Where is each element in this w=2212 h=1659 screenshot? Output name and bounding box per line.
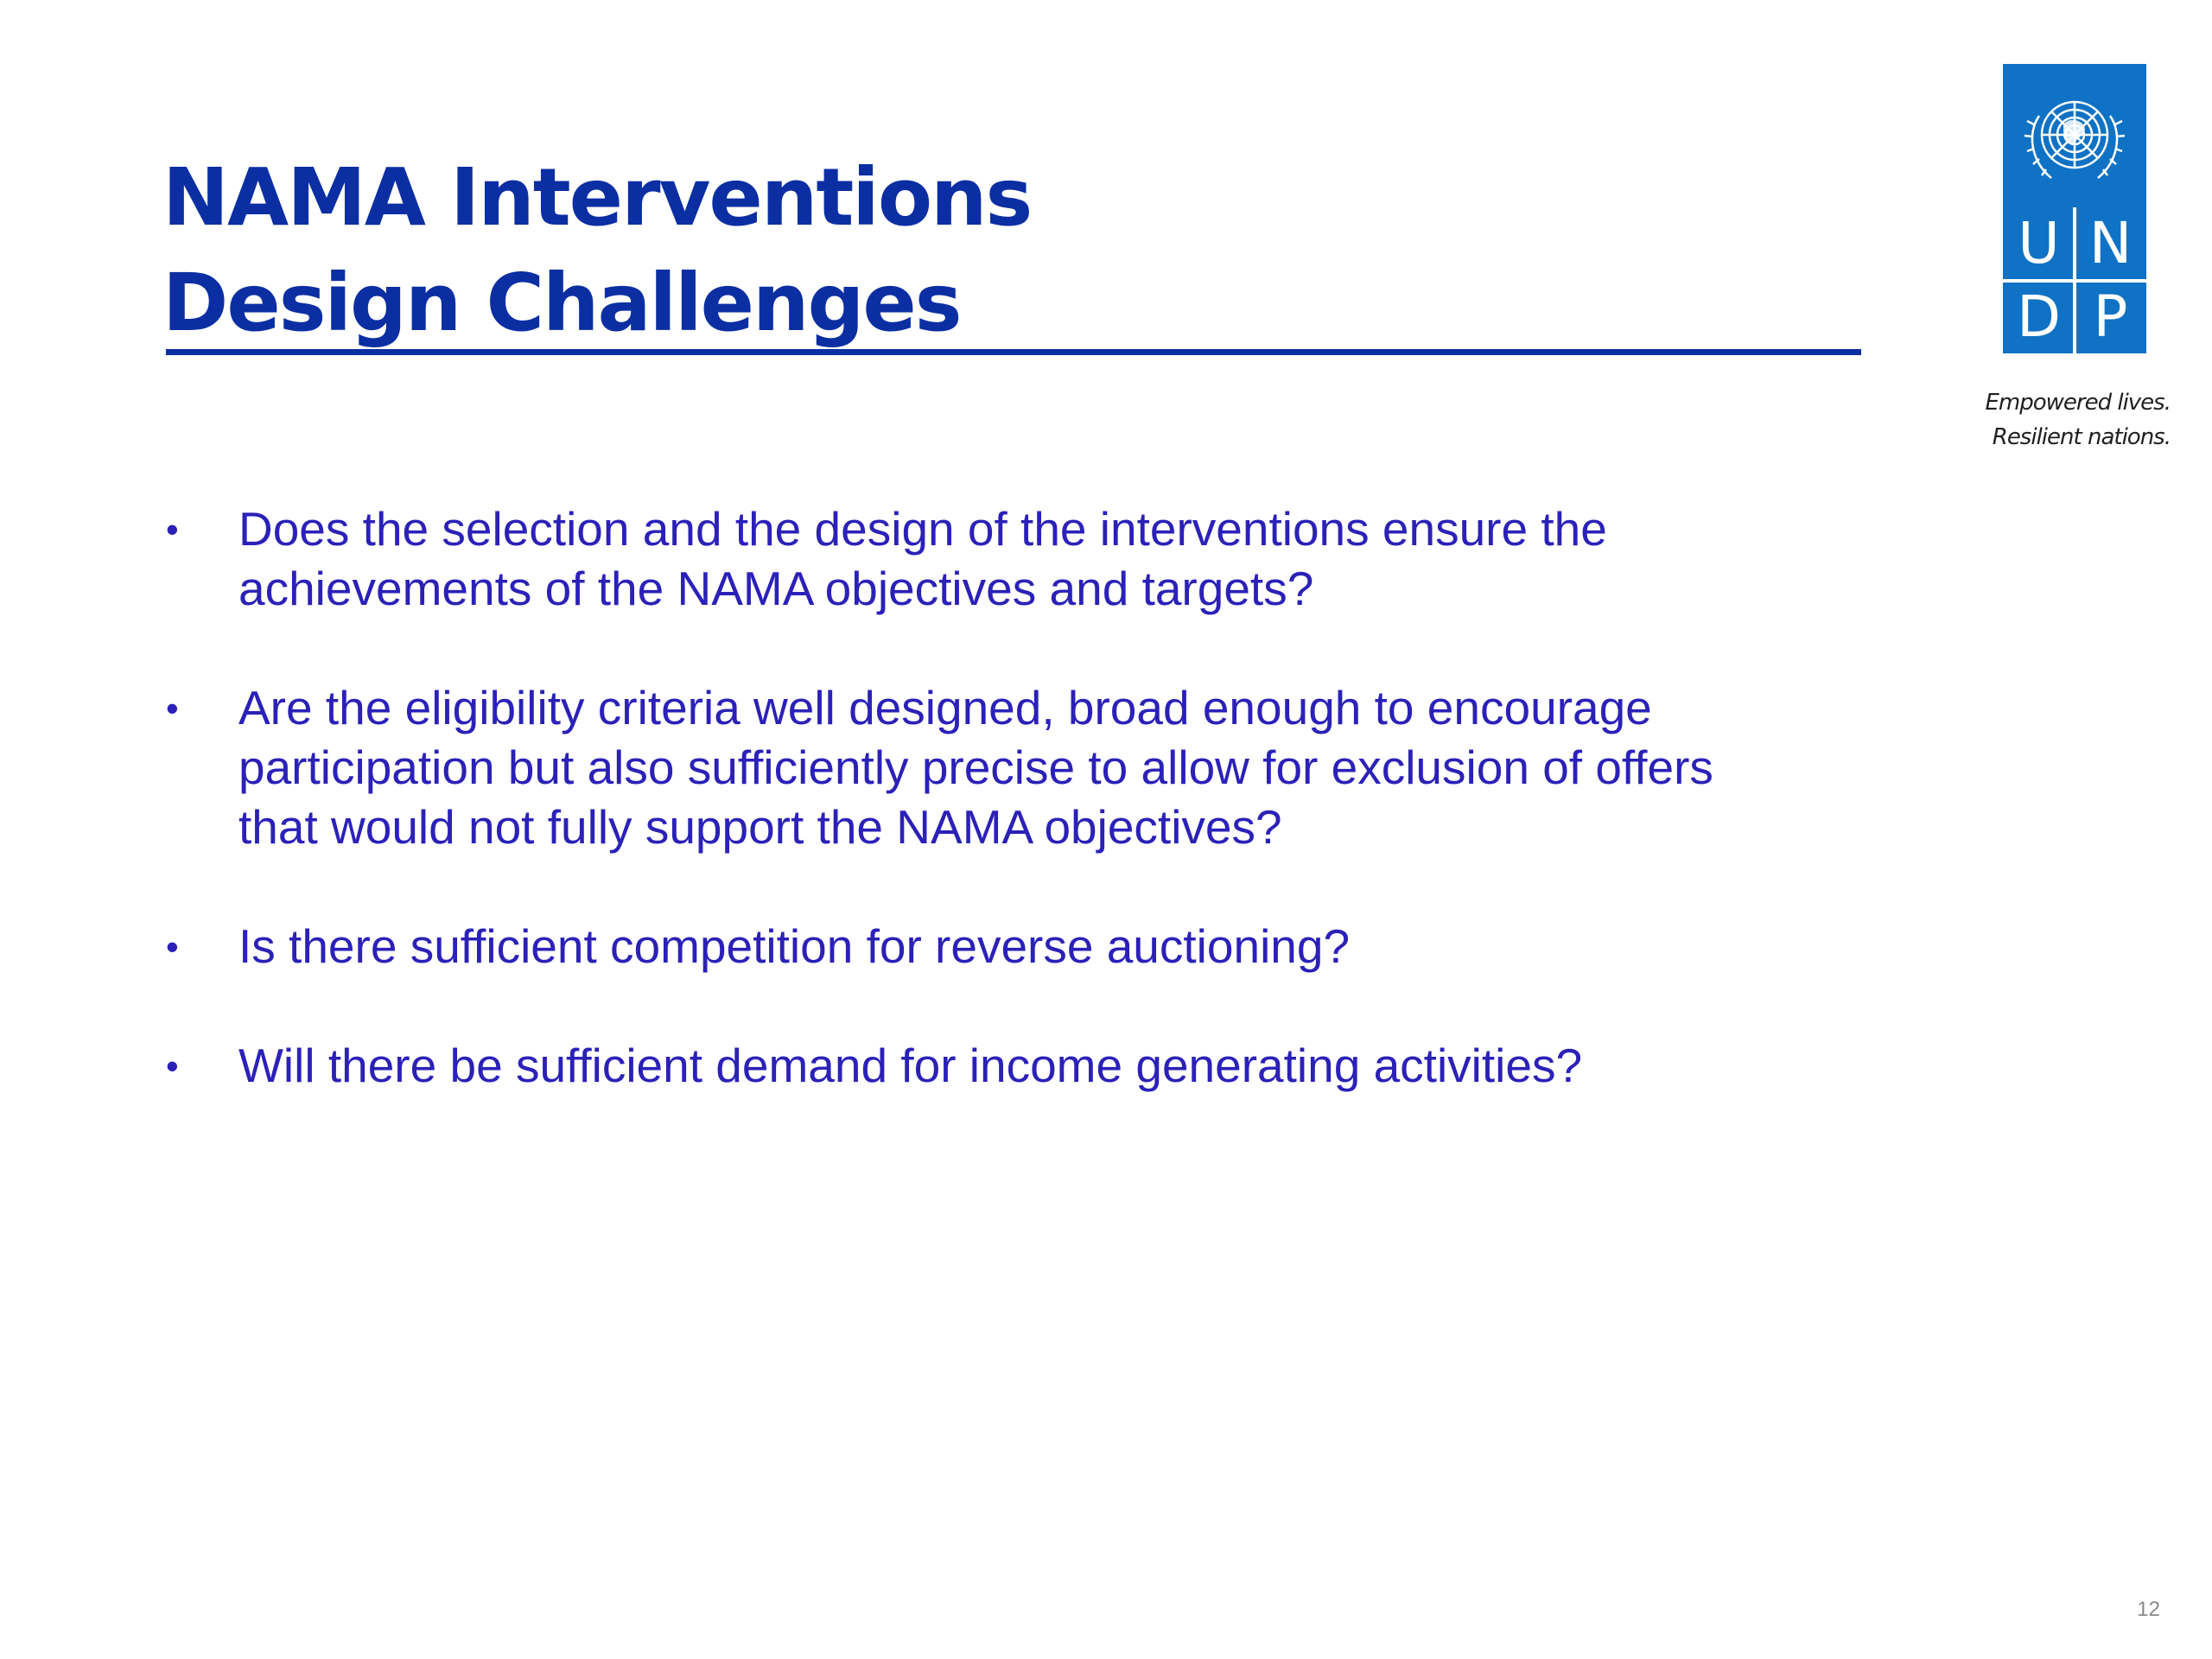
tagline-line-1: Empowered lives. <box>1985 390 2171 416</box>
title-line-2: Design Challenges <box>162 257 961 349</box>
bullet-text-line: Are the eligibility criteria well designed, broad enough to encourage <box>238 681 1652 734</box>
bullet-text-line: Does the selection and the design of the interventions ensure the <box>238 502 1607 556</box>
bullet-text-line: Will there be sufficient demand for income generating activities? <box>238 1039 1583 1092</box>
title-line-1: NAMA Interventions <box>162 151 1032 244</box>
bullet-text-line: participation but also sufficiently precise to allow for exclusion of offers <box>238 741 1713 794</box>
bullet-text-line: achievements of the NAMA objectives and targets? <box>238 562 1314 615</box>
tagline-line-2: Resilient nations. <box>1992 424 2171 450</box>
title-underline <box>166 349 1861 355</box>
undp-letter-grid <box>2003 207 2146 353</box>
bullet-dot-icon: • <box>166 1046 179 1086</box>
logo-divider-horizontal <box>2003 279 2146 283</box>
bullet-item <box>161 499 1854 619</box>
logo-tagline <box>1955 385 2171 454</box>
slide-title <box>162 145 1856 356</box>
un-emblem-icon <box>2003 64 2146 207</box>
bullet-text-line: Is there sufficient competition for reverse auctioning? <box>238 919 1351 973</box>
bullet-item <box>161 917 1854 976</box>
bullet-dot-icon: • <box>166 688 179 728</box>
logo-letter-n: N <box>2088 210 2133 276</box>
bullet-item <box>161 678 1854 857</box>
bullet-dot-icon: • <box>166 926 179 967</box>
page-number: 12 <box>2137 1598 2160 1621</box>
logo-letter-d: D <box>2017 283 2061 350</box>
bullet-item <box>161 1036 1854 1096</box>
bullet-text-line: that would not fully support the NAMA objectives? <box>238 800 1282 854</box>
bullet-list <box>161 499 1854 1155</box>
undp-logo <box>2003 64 2146 353</box>
logo-letter-u: U <box>2018 210 2060 276</box>
logo-letter-p: P <box>2093 283 2128 350</box>
bullet-dot-icon: • <box>166 509 179 550</box>
